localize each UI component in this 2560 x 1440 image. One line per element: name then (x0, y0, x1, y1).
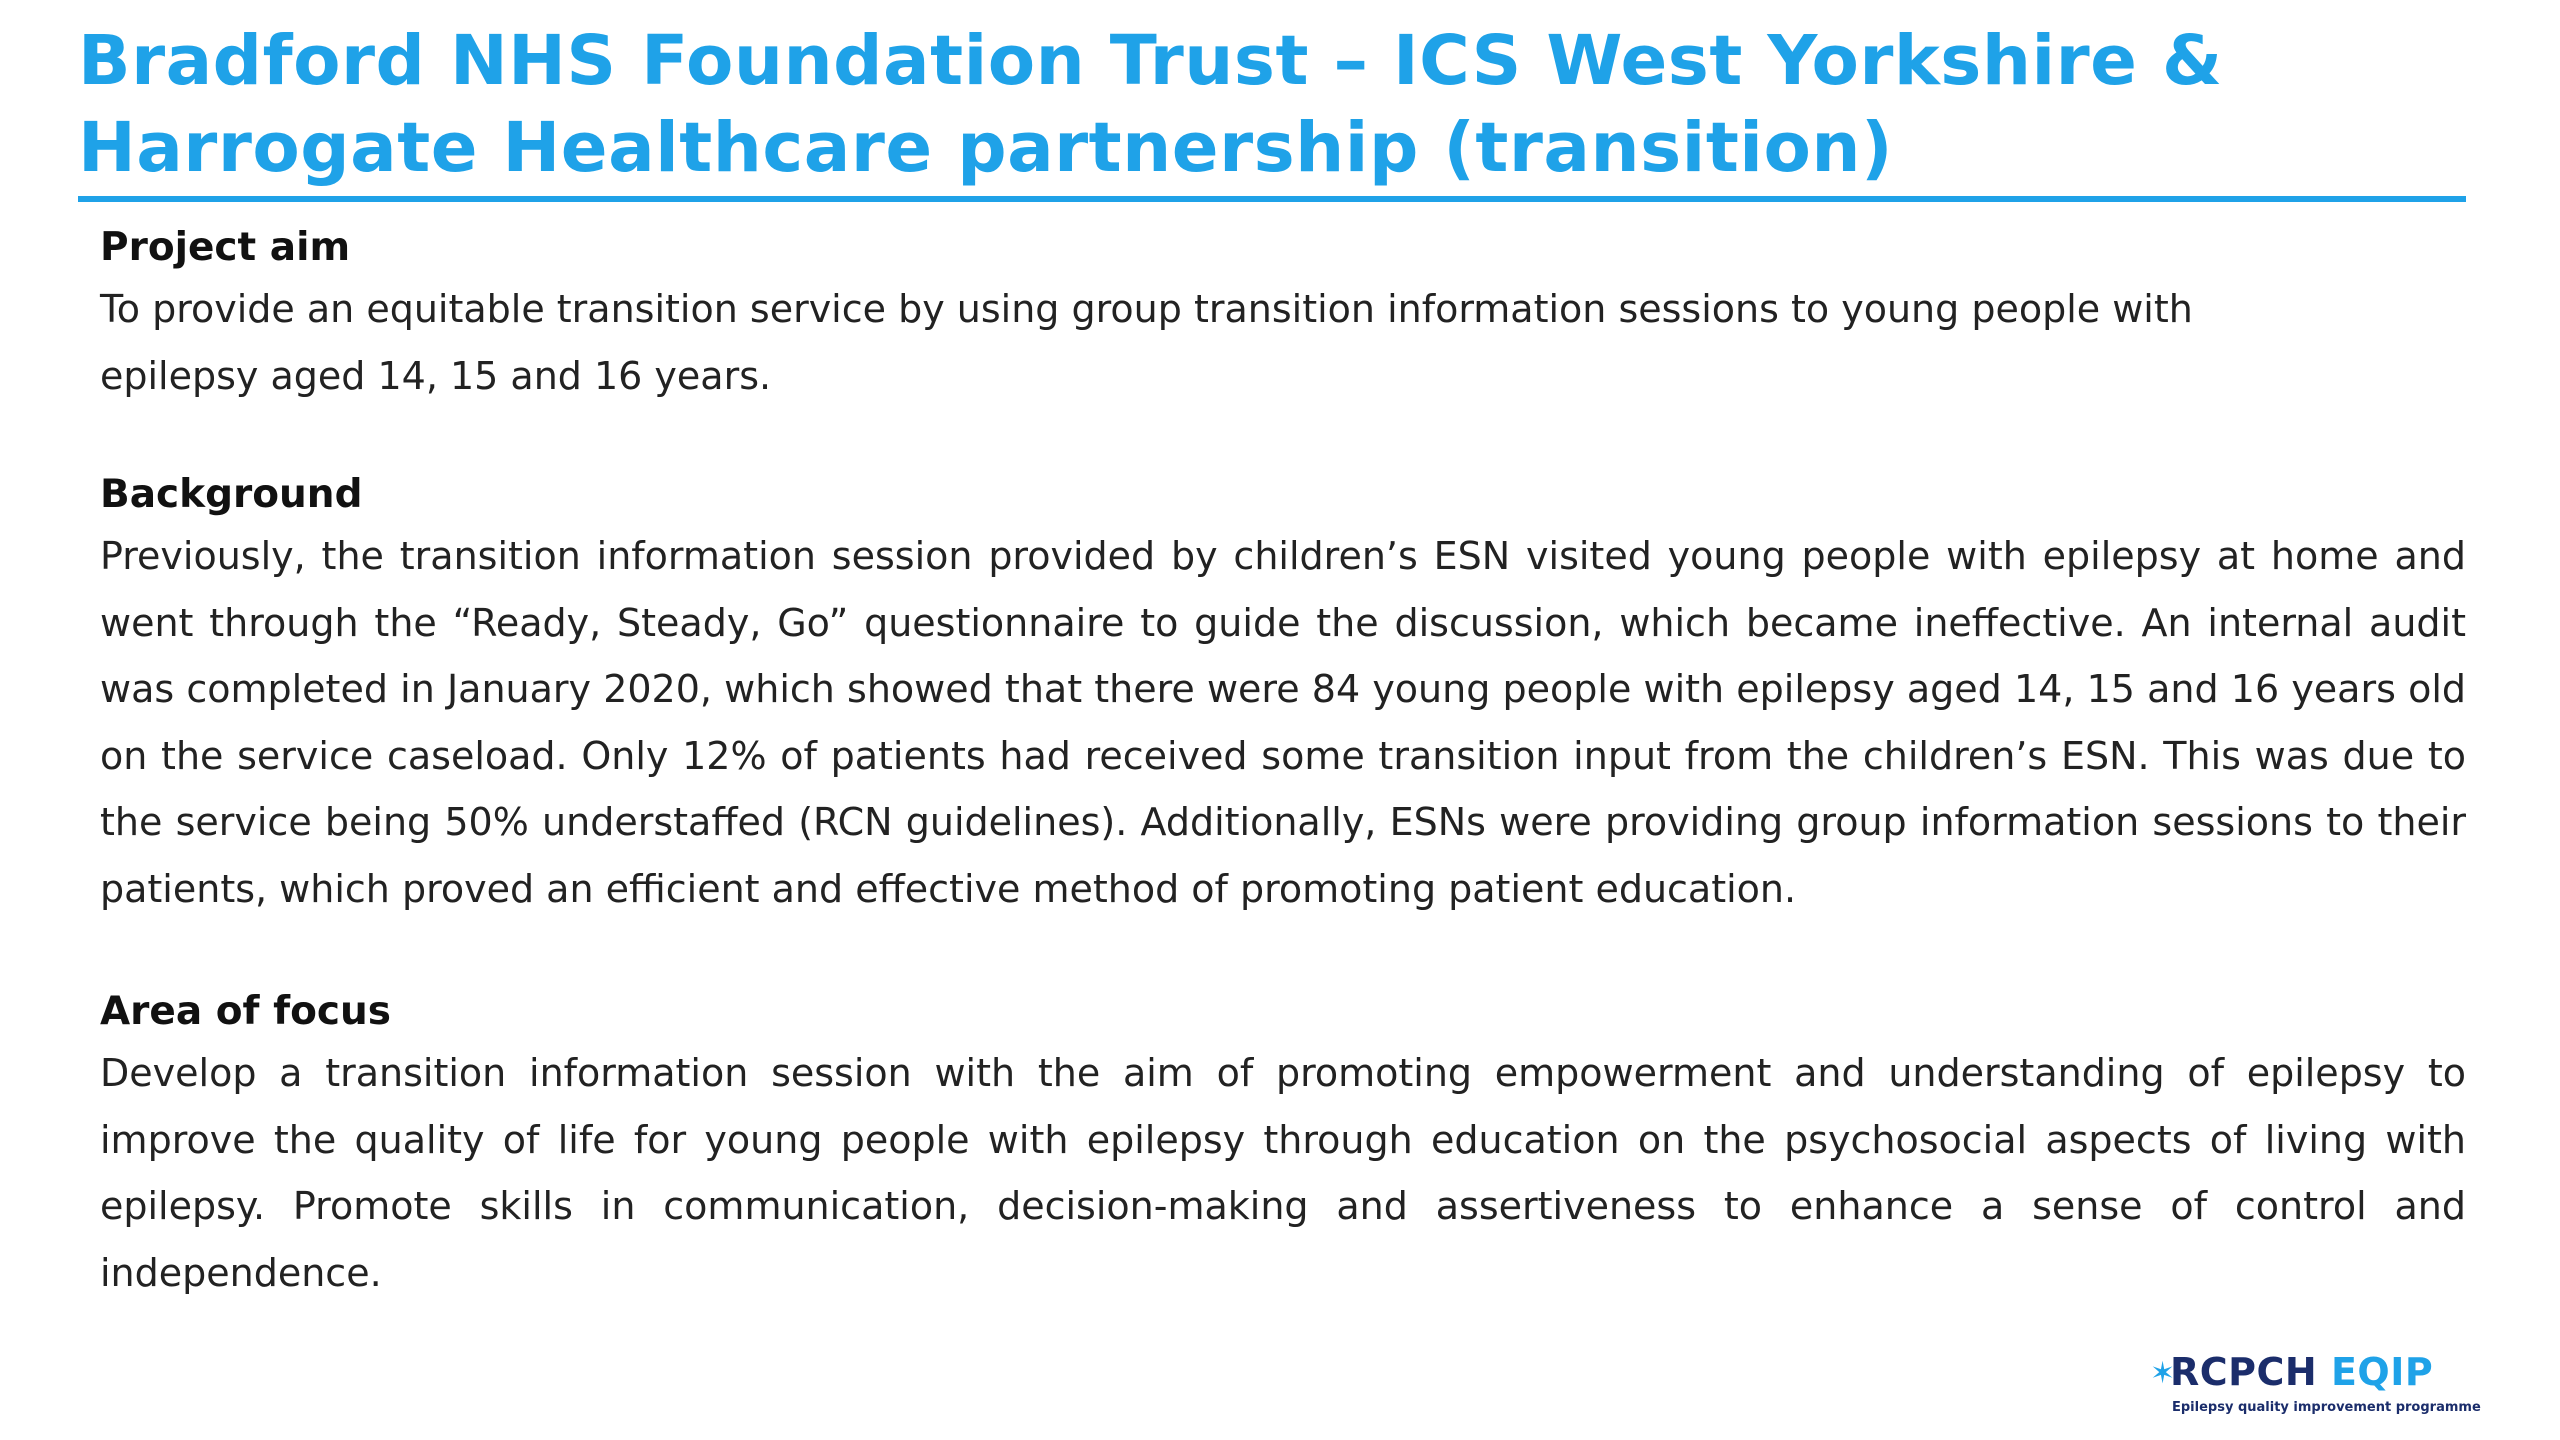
page-title-line-2: Harrogate Healthcare partnership (transition) (78, 108, 1894, 188)
logo-product: EQIP (2330, 1350, 2434, 1394)
section-area-of-focus (100, 984, 2466, 1306)
section-project-aim (100, 220, 2466, 409)
page-title-line-1: Bradford NHS Foundation Trust – ICS West Yorkshire & (78, 21, 2223, 101)
section-body-background: Previously, the transition information session provided by children’s ESN visited young people with epilepsy at home and went through the “Ready, Steady, Go” questionnaire to guide the discussion, which became ineffective. An internal audit was completed in January 2020, which showed that there were 84 young people with epilepsy aged 14, 15 and 16 years old on the service caseload. Only 12% of patients had received some transition input from the children’s ESN. This was due to the service being 50% understaffed (RCN guidelines). Additionally, ESNs were providing group information sessions to their patients, which proved an efficient and effective method of promoting patient education. (100, 534, 2466, 911)
content-area (100, 220, 2466, 1306)
title-underline (78, 196, 2466, 202)
section-heading-area-of-focus: Area of focus (100, 989, 391, 1034)
page-title (78, 18, 2458, 192)
logo-tagline: Epilepsy quality improvement programme (2172, 1400, 2481, 1415)
logo-brand: RCPCH (2170, 1350, 2318, 1394)
section-body-area-of-focus: Develop a transition information session with the aim of promoting empowerment and understanding of epilepsy to improve the quality of life for young people with epilepsy through education on the psychosocial aspects of living with epilepsy. Promote skills in communication, decision-making and assertiveness to enhance a sense of control and independence. (100, 1051, 2466, 1295)
star-icon: ✶ (2150, 1356, 2176, 1391)
logo-wordmark (2170, 1350, 2433, 1394)
section-heading-background: Background (100, 472, 363, 517)
section-heading-project-aim: Project aim (100, 225, 351, 270)
section-body-project-aim: To provide an equitable transition service by using group transition information sessions to young people with epilepsy aged 14, 15 and 16 years. (100, 287, 2193, 398)
rcpch-eqip-logo (2150, 1352, 2480, 1418)
section-background (100, 467, 2466, 922)
